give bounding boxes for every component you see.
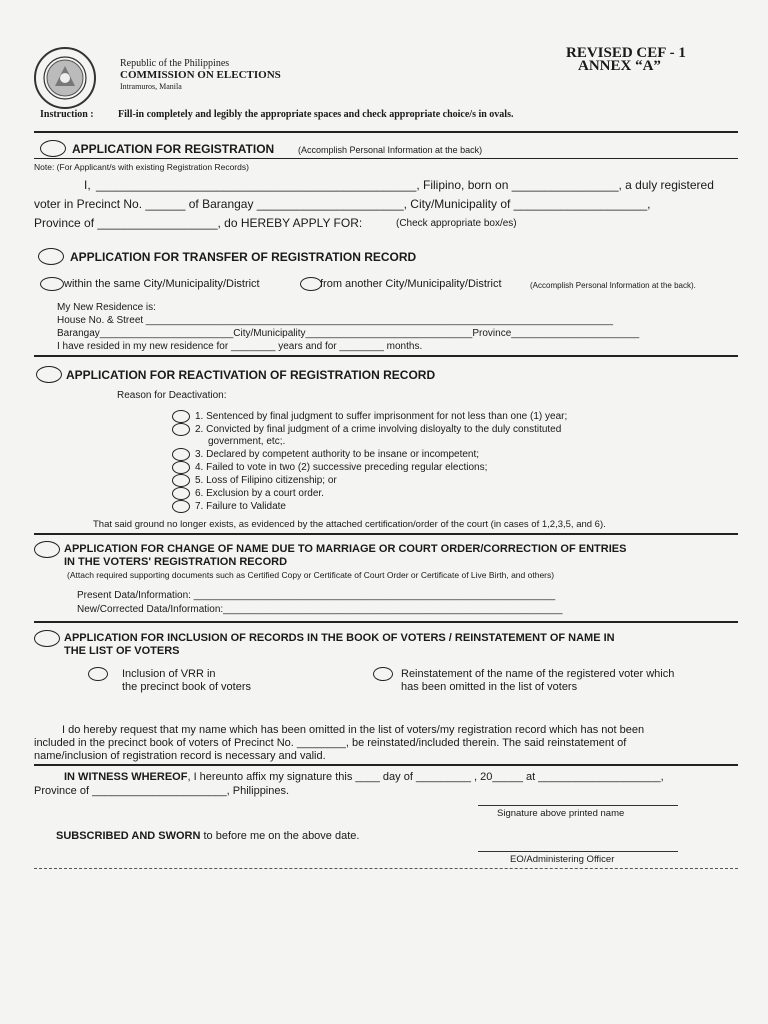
inclusion-title-2: THE LIST OF VOTERS [64, 645, 180, 657]
witness-line-1-rest: , I hereunto affix my signature this ____ day of _________ , 20_____ at ____________________, [187, 771, 664, 783]
reason-3: 3. Declared by competent authority to be insane or incompetent; [195, 449, 480, 460]
transfer-option1: within the same City/Municipality/District [64, 278, 260, 290]
present-data-field[interactable]: Present Data/Information: _________________________________________________________________ [77, 590, 556, 601]
republic-text: Republic of the Philippines [120, 58, 230, 69]
divider [34, 764, 738, 766]
divider [34, 533, 738, 535]
witness-line-2: Province of ______________________, Philippines. [34, 785, 290, 797]
inclusion-option2-line2: has been omitted in the list of voters [401, 681, 578, 693]
divider [34, 355, 738, 357]
registration-line1-i: I, [84, 178, 91, 192]
divider [34, 621, 738, 623]
transfer-option2-note: (Accomplish Personal Information at the back). [530, 281, 696, 290]
new-data-field[interactable]: New/Corrected Data/Information:_____________________________________________________________ [77, 604, 563, 615]
sworn-line [56, 830, 359, 842]
reason-7: 7. Failure to Validate [195, 501, 286, 512]
reason-oval-2[interactable] [172, 423, 190, 436]
transfer-option1-oval[interactable] [40, 277, 64, 291]
reason-oval-3[interactable] [172, 448, 190, 461]
reason-2: 2. Convicted by final judgment of a crime involving disloyalty to the duly constituted [195, 424, 562, 435]
change-name-oval[interactable] [34, 541, 60, 558]
registration-line3-note: (Check appropriate box/es) [396, 218, 517, 229]
witness-lead: IN WITNESS WHEREOF [64, 771, 188, 783]
inclusion-option2-oval[interactable] [373, 667, 393, 681]
transfer-oval[interactable] [38, 248, 64, 265]
commission-text: COMMISSION ON ELECTIONS [120, 69, 281, 81]
registration-oval[interactable] [40, 140, 66, 157]
inclusion-oval[interactable] [34, 630, 60, 647]
reason-4: 4. Failed to vote in two (2) successive preceding regular elections; [195, 462, 488, 473]
registration-line1: ________________________________________________, Filipino, born on ________________, a duly registered [96, 178, 714, 192]
reason-6: 6. Exclusion by a court order. [195, 488, 324, 499]
reason-1: 1. Sentenced by final judgment to suffer imprisonment for not less than one (1) year; [195, 411, 568, 422]
comelec-seal [33, 46, 97, 110]
request-line-2: included in the precinct book of voters of Precinct No. ________, be reinstated/included therein. The said reinstatement of [34, 737, 627, 749]
ground-note: That said ground no longer exists, as evidenced by the attached certification/order of the court (in cases of 1,2,3,5, and 6). [93, 519, 606, 530]
reason-oval-5[interactable] [172, 474, 190, 487]
inclusion-option1-line2: the precinct book of voters [122, 681, 252, 693]
address-text: Intramuros, Manila [120, 82, 182, 91]
officer-signature-line[interactable] [478, 851, 678, 852]
signature-line[interactable] [478, 805, 678, 806]
request-line-1: I do hereby request that my name which has been omitted in the list of voters/my registration record which has not been [62, 724, 645, 736]
reason-oval-4[interactable] [172, 461, 190, 474]
transfer-option2-oval[interactable] [300, 277, 322, 291]
inclusion-title-1: APPLICATION FOR INCLUSION OF RECORDS IN THE BOOK OF VOTERS / REINSTATEMENT OF NAME IN [64, 632, 615, 644]
request-line-3: name/inclusion of registration record is necessary and valid. [34, 750, 326, 762]
reason-2-cont: government, etc;. [208, 436, 286, 447]
witness-line-1 [64, 771, 664, 783]
form-code: REVISED CEF - 1 [566, 45, 686, 61]
transfer-title: APPLICATION FOR TRANSFER OF REGISTRATION RECORD [70, 250, 417, 264]
change-name-title-1: APPLICATION FOR CHANGE OF NAME DUE TO MARRIAGE OR COURT ORDER/CORRECTION OF ENTRIES [64, 543, 627, 555]
registration-title-note: (Accomplish Personal Information at the back) [298, 145, 483, 155]
transfer-option2: from another City/Municipality/District [320, 278, 502, 290]
inclusion-option1-line1: Inclusion of VRR in [122, 668, 216, 680]
reactivation-title: APPLICATION FOR REACTIVATION OF REGISTRATION RECORD [66, 368, 436, 382]
registration-line3: Province of __________________, do HEREBY APPLY FOR: [34, 216, 363, 230]
reactivation-oval[interactable] [36, 366, 62, 383]
cut-line [34, 868, 738, 869]
instruction-text: Fill-in completely and legibly the appropriate spaces and check appropriate choice/s in ovals. [118, 109, 514, 120]
registration-title: APPLICATION FOR REGISTRATION [72, 142, 275, 156]
change-name-attach-note: (Attach required supporting documents such as Certified Copy or Certificate of Court Order or Certificate of Live Birth, and others) [67, 570, 555, 580]
instruction-label: Instruction : [40, 109, 94, 120]
house-street-field[interactable]: House No. & Street ____________________________________________________________________________________ [57, 315, 614, 326]
sworn-rest: to before me on the above date. [200, 830, 360, 842]
divider [34, 131, 738, 133]
resided-field[interactable]: I have resided in my new residence for ________ years and for ________ months. [57, 341, 423, 352]
reason-oval-7[interactable] [172, 500, 190, 513]
reason-oval-6[interactable] [172, 487, 190, 500]
reason-oval-1[interactable] [172, 410, 190, 423]
registration-line2: voter in Precinct No. ______ of Barangay ______________________, City/Municipality of ____________________, [34, 197, 651, 211]
barangay-field[interactable]: Barangay________________________City/Municipality______________________________Province_______________________ [57, 328, 640, 339]
divider [34, 158, 738, 159]
change-name-title-2: IN THE VOTERS' REGISTRATION RECORD [64, 556, 288, 568]
officer-label: EO/Administering Officer [510, 854, 615, 865]
reason-label: Reason for Deactivation: [117, 390, 227, 401]
reason-5: 5. Loss of Filipino citizenship; or [195, 475, 337, 486]
annex-label: ANNEX “A” [578, 58, 661, 74]
residence-label: My New Residence is: [57, 302, 156, 313]
inclusion-option1-oval[interactable] [88, 667, 108, 681]
inclusion-option2-line1: Reinstatement of the name of the registered voter which [401, 668, 675, 680]
signature-label: Signature above printed name [497, 808, 625, 819]
registration-note: Note: (For Applicant/s with existing Registration Records) [34, 162, 249, 172]
sworn-lead: SUBSCRIBED AND SWORN [56, 830, 201, 842]
